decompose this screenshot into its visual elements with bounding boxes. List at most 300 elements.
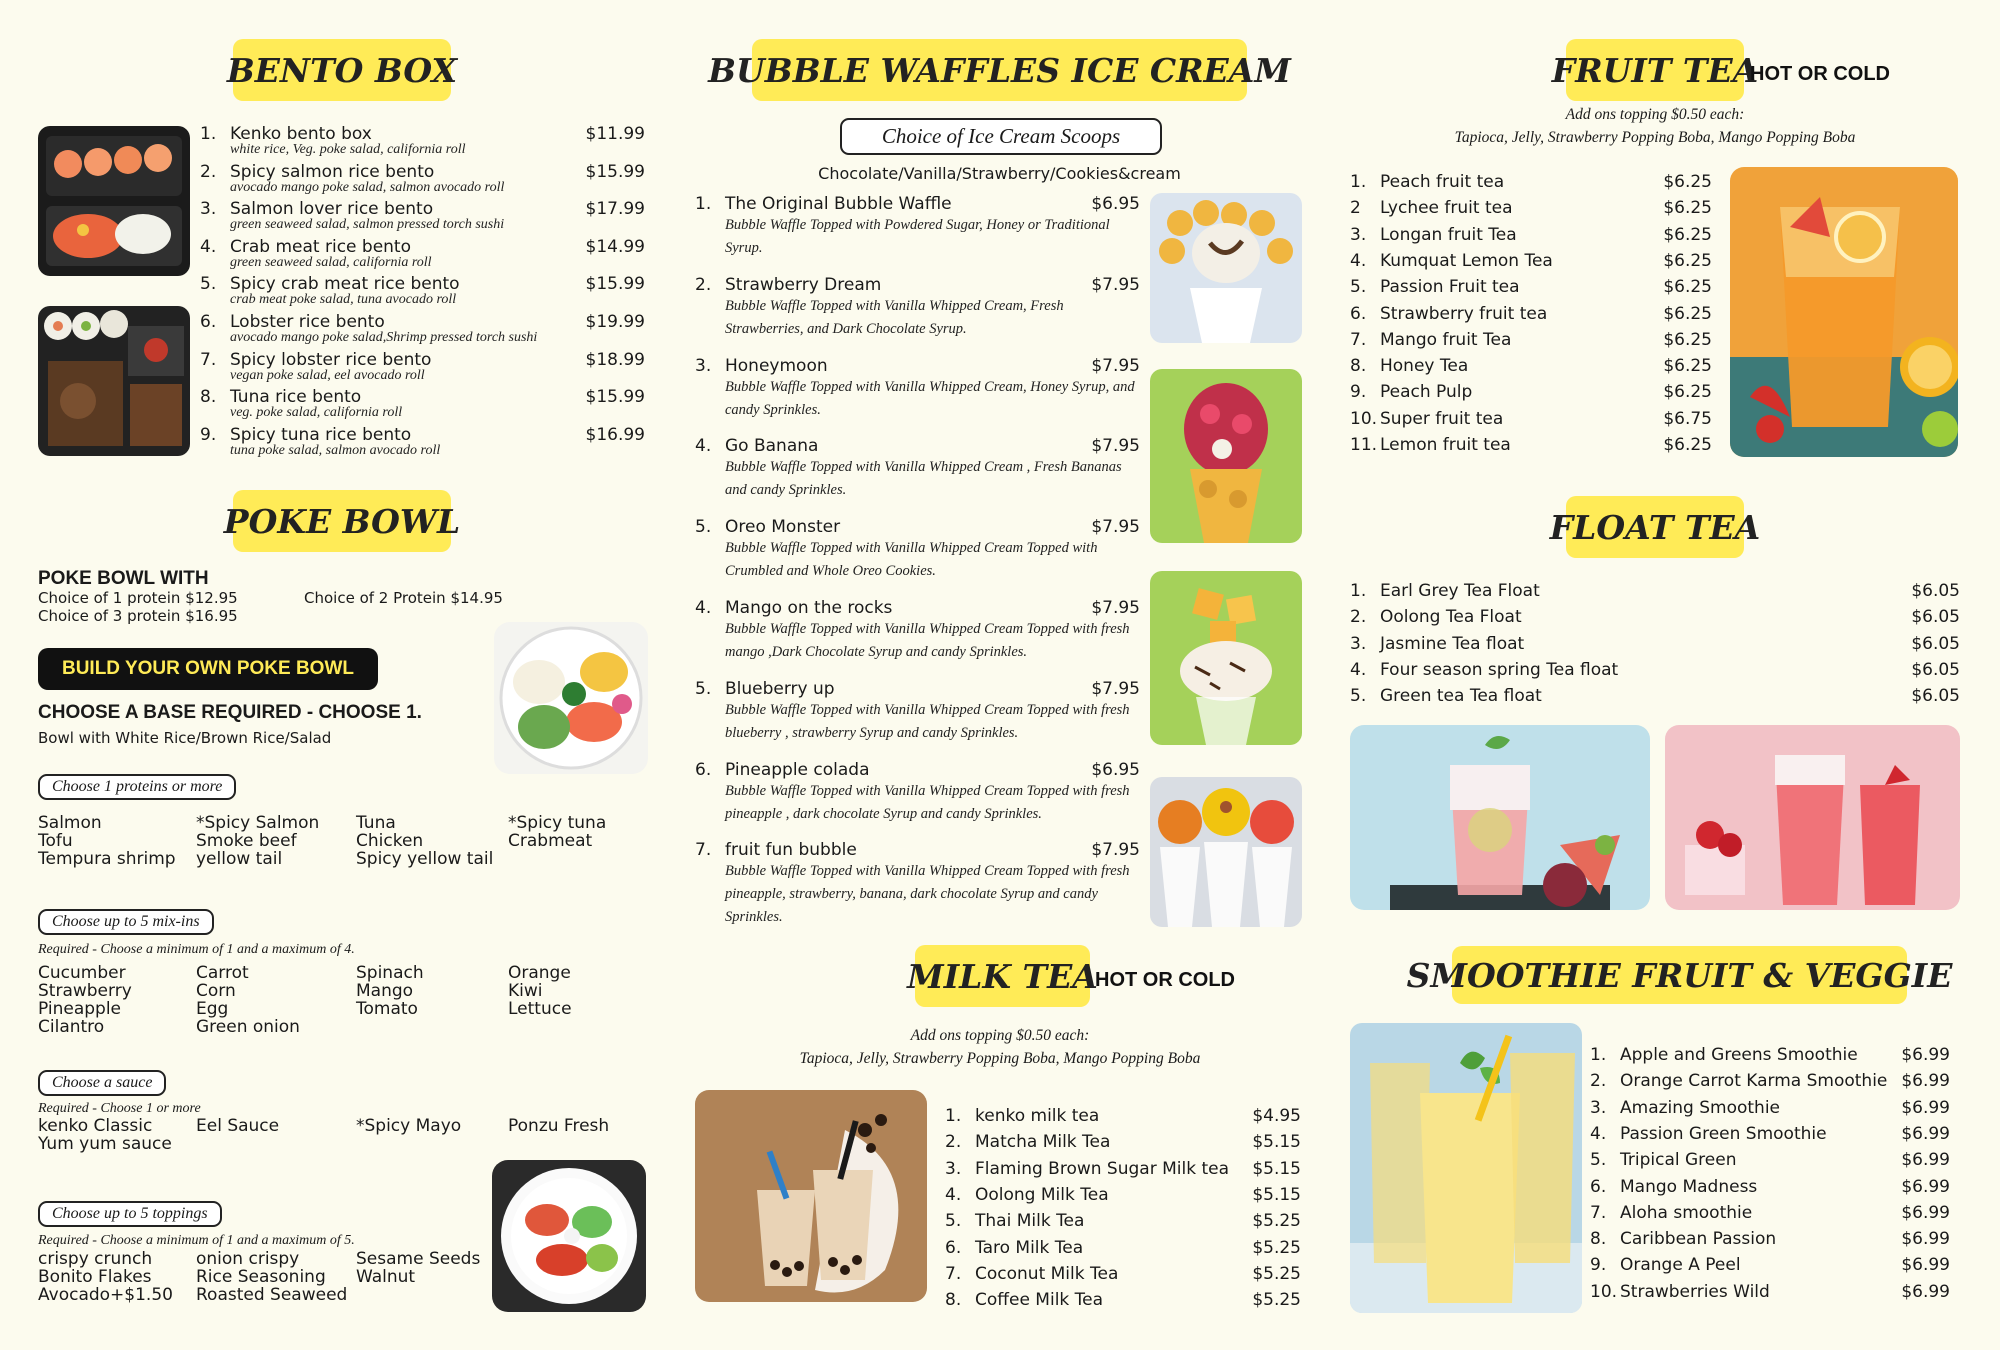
fruit-tea-item-number: 11. — [1350, 435, 1378, 455]
milk-tea-item-number: 4. — [945, 1184, 962, 1205]
fruit-tea-item-number: 3. — [1350, 224, 1367, 245]
bento-item-price: $16.99 — [585, 424, 645, 445]
smoothie-item — [1590, 1071, 1950, 1097]
poke-choice-3: Choice of 3 protein $16.95 — [38, 607, 238, 625]
smoothie-item-number: 2. — [1590, 1071, 1607, 1092]
waffle-item-price: $7.95 — [1091, 840, 1140, 861]
scoops-flavors: Chocolate/Vanilla/Strawberry/Cookies&cream — [818, 164, 1181, 183]
smoothie-item-price: $6.99 — [1901, 1202, 1950, 1223]
smoothie-item-name: Orange Carrot Karma Smoothie — [1620, 1071, 1888, 1092]
fruit-tea-item-name: Strawberry fruit tea — [1380, 303, 1548, 324]
sauce-col — [38, 1117, 172, 1153]
fruit-tea-item-number: 5. — [1350, 277, 1367, 298]
fruit-tea-item-name: Super fruit tea — [1380, 408, 1504, 429]
waffle-item-desc: Bubble Waffle Topped with Vanilla Whipped Cream Topped with fresh mango ,Dark Chocolate Syrup and candy Sprinkles. — [725, 621, 1130, 660]
fruit-tea-item-name: Lemon fruit tea — [1380, 435, 1511, 455]
bento-item — [200, 199, 645, 235]
smoothie-item-number: 7. — [1590, 1202, 1607, 1223]
bento-item — [200, 312, 645, 348]
fruit-tea-item-name: Passion Fruit tea — [1380, 277, 1520, 298]
poke-choice-1: Choice of 1 protein $12.95 — [38, 589, 238, 607]
smoothie-item-number: 1. — [1590, 1045, 1607, 1065]
bento-item-price: $15.99 — [585, 387, 645, 408]
protein-option: *Spicy Salmon — [196, 813, 320, 833]
toppings-note: Required - Choose a minimum of 1 and a maximum of 5. — [38, 1233, 355, 1248]
topping-option: Roasted Seaweed — [196, 1285, 348, 1305]
waffle-item-price: $7.95 — [1091, 598, 1140, 618]
sauce-note: Required - Choose 1 or more — [38, 1101, 201, 1116]
milk-tea-image — [695, 1090, 927, 1302]
protein-option: yellow tail — [196, 849, 283, 869]
fruit-tea-item-name: Honey Tea — [1380, 356, 1469, 377]
waffle-item-desc: Bubble Waffle Topped with Powdered Sugar, Honey or Traditional Syrup. — [725, 217, 1110, 256]
milk-tea-item-number: 6. — [945, 1237, 962, 1258]
milk-tea-item — [945, 1290, 1301, 1316]
protein-option: Tempura shrimp — [38, 849, 176, 869]
milk-tea-item-name: kenko milk tea — [975, 1106, 1100, 1126]
waffle-item-price: $7.95 — [1091, 355, 1140, 376]
float-tea-item-number: 2. — [1350, 607, 1367, 628]
bento-item-name: Lobster rice bento — [230, 312, 385, 332]
protein-option: Spicy yellow tail — [356, 849, 494, 869]
fruit-tea-item — [1350, 277, 1712, 303]
bento-item-number: 3. — [200, 199, 217, 220]
fruit-tea-item-number: 8. — [1350, 356, 1367, 377]
sauce-option: Ponzu Fresh — [508, 1116, 610, 1136]
mixin-option: Egg — [196, 999, 229, 1019]
bento-item-desc: vegan poke salad, eel avocado roll — [230, 367, 425, 383]
bento-item-price: $11.99 — [585, 124, 645, 144]
fruit-tea-item — [1350, 330, 1712, 356]
fruit-tea-item-number: 6. — [1350, 303, 1367, 324]
waffle-item — [695, 436, 1140, 514]
milk-tea-item-name: Taro Milk Tea — [975, 1237, 1084, 1258]
milk-tea-item-name: Flaming Brown Sugar Milk tea — [975, 1158, 1230, 1179]
bento-item-desc: tuna poke salad, salmon avocado roll — [230, 442, 441, 458]
bento-item — [200, 162, 645, 198]
fruit-addon-list: Tapioca, Jelly, Strawberry Popping Boba, Mango Popping Boba — [1454, 129, 1856, 146]
mixin-option: Pineapple — [38, 999, 122, 1019]
float-tea-item-name: Jasmine Tea float — [1380, 633, 1525, 654]
milk-tea-item — [945, 1132, 1301, 1158]
float-tea-image-2 — [1665, 725, 1960, 910]
milk-tea-header: MILK TEA — [915, 945, 1090, 1007]
topping-col — [356, 1250, 480, 1286]
fruit-addon-title: Add ons topping $0.50 each: — [1565, 106, 1745, 123]
waffle-item-name: Mango on the rocks — [725, 598, 893, 618]
float-tea-item — [1350, 581, 1960, 607]
fruit-tea-item-number: 10. — [1350, 408, 1378, 429]
poke-image-2 — [492, 1160, 646, 1312]
bento-item-number: 5. — [200, 274, 217, 295]
waffle-item-name: Strawberry Dream — [725, 274, 882, 295]
mixin-option: Strawberry — [38, 981, 132, 1001]
protein-option: Crabmeat — [508, 831, 593, 851]
protein-option: *Spicy tuna — [508, 813, 607, 833]
fruit-tea-item-number: 9. — [1350, 382, 1367, 403]
milk-tea-item-number: 3. — [945, 1158, 962, 1179]
milk-tea-item-number: 8. — [945, 1290, 962, 1311]
milk-tea-item-name: Matcha Milk Tea — [975, 1132, 1111, 1153]
waffle-item-number: 4. — [695, 598, 712, 618]
fruit-tea-item-price: $6.25 — [1663, 435, 1712, 455]
smoothie-item-number: 10. — [1590, 1281, 1618, 1302]
float-tea-item-price: $6.05 — [1911, 633, 1960, 654]
mixin-col — [356, 964, 424, 1018]
mixin-option: Carrot — [196, 963, 249, 983]
smoothie-item-number: 8. — [1590, 1229, 1607, 1250]
bento-item-price: $18.99 — [585, 349, 645, 370]
waffle-item-number: 3. — [695, 355, 712, 376]
bento-item — [200, 237, 645, 273]
bento-item-price: $14.99 — [585, 236, 645, 257]
protein-col — [196, 814, 319, 868]
waffle-item-name: Oreo Monster — [725, 517, 841, 538]
fruit-tea-item — [1350, 304, 1712, 330]
float-tea-item-price: $6.05 — [1911, 659, 1960, 680]
waffle-image-2 — [1150, 369, 1302, 543]
fruit-tea-item-name: Kumquat Lemon Tea — [1380, 250, 1553, 271]
smoothie-item — [1590, 1150, 1950, 1176]
sauce-col — [508, 1117, 609, 1135]
smoothie-item-price: $6.99 — [1901, 1045, 1950, 1065]
waffle-item — [695, 760, 1140, 838]
waffle-item-desc: Bubble Waffle Topped with Vanilla Whipped Cream Topped with fresh blueberry , strawberry Syrup and candy Sprinkles. — [725, 701, 1130, 741]
float-tea-item-price: $6.05 — [1911, 607, 1960, 628]
milk-tea-list — [945, 1106, 1301, 1316]
scoops-label: Choice of Ice Cream Scoops — [840, 118, 1162, 155]
bento-item — [200, 425, 645, 461]
bento-item-price: $17.99 — [585, 199, 645, 220]
bento-item — [200, 274, 645, 310]
fruit-tea-item-name: Mango fruit Tea — [1380, 329, 1512, 350]
milk-tea-item-price: $5.15 — [1252, 1158, 1301, 1179]
milk-tea-item-name: Coconut Milk Tea — [975, 1263, 1119, 1284]
smoothie-item-price: $6.99 — [1901, 1150, 1950, 1171]
smoothie-image — [1350, 1023, 1582, 1313]
float-tea-item-name: Earl Grey Tea Float — [1380, 581, 1540, 601]
fruit-tea-item-name: Peach fruit tea — [1380, 172, 1505, 192]
milk-addon-list: Tapioca, Jelly, Strawberry Popping Boba, Mango Popping Boba — [799, 1050, 1201, 1067]
bento-item-name: Crab meat rice bento — [230, 236, 411, 257]
smoothie-header: SMOOTHIE FRUIT & VEGGIE — [1452, 946, 1907, 1004]
waffle-item — [695, 517, 1140, 595]
protein-col — [508, 814, 606, 850]
smoothie-item-name: Passion Green Smoothie — [1620, 1123, 1827, 1144]
waffle-item — [695, 679, 1140, 757]
fruit-tea-item — [1350, 435, 1712, 461]
float-tea-list — [1350, 581, 1960, 721]
sauce-option: Eel Sauce — [196, 1116, 280, 1136]
smoothie-item-name: Orange A Peel — [1620, 1255, 1741, 1276]
sauce-option: Yum yum sauce — [38, 1134, 172, 1154]
milk-tea-item-number: 2. — [945, 1132, 962, 1153]
waffle-item-number: 5. — [695, 678, 712, 699]
waffle-item-price: $6.95 — [1091, 759, 1140, 780]
waffle-item-desc: Bubble Waffle Topped with Vanilla Whipped Cream, Honey Syrup, and candy Sprinkles. — [725, 378, 1135, 418]
fruit-tea-item-price: $6.25 — [1663, 303, 1712, 324]
bento-item-desc: green seaweed salad, california roll — [230, 254, 432, 270]
bento-item-desc: crab meat poke salad, tuna avocado roll — [230, 292, 457, 308]
topping-option: crispy crunch — [38, 1249, 153, 1269]
bento-item-number: 4. — [200, 236, 217, 257]
smoothie-item-price: $6.99 — [1901, 1229, 1950, 1250]
float-tea-item-name: Green tea Tea float — [1380, 686, 1542, 707]
float-tea-item-number: 3. — [1350, 633, 1367, 654]
waffle-item-name: Honeymoon — [725, 355, 828, 376]
topping-col — [38, 1250, 173, 1304]
smoothie-item — [1590, 1203, 1950, 1229]
bento-item-desc: white rice, Veg. poke salad, california roll — [230, 142, 466, 157]
fruit-tea-item — [1350, 172, 1712, 198]
bento-item-price: $15.99 — [585, 274, 645, 295]
bubble-waffles-header: BUBBLE WAFFLES ICE CREAM — [752, 39, 1247, 101]
topping-col — [196, 1250, 347, 1304]
fruit-tea-item-price: $6.25 — [1663, 382, 1712, 403]
bento-item-number: 6. — [200, 312, 217, 332]
waffle-item-number: 6. — [695, 759, 712, 780]
milk-tea-item-name: Oolong Milk Tea — [975, 1184, 1109, 1205]
bento-item — [200, 124, 645, 160]
fruit-tea-item — [1350, 409, 1712, 435]
smoothie-item-name: Strawberries Wild — [1620, 1281, 1770, 1302]
topping-option: Walnut — [356, 1267, 416, 1287]
fruit-tea-item-price: $6.25 — [1663, 277, 1712, 298]
mixin-col — [38, 964, 132, 1036]
mixins-label: Choose up to 5 mix-ins — [38, 909, 214, 935]
waffle-item-desc: Bubble Waffle Topped with Vanilla Whipped Cream Topped with fresh pineapple, strawberry, banana, dark chocolate Syrup and candy Sprinkles. — [725, 863, 1130, 926]
protein-option: Tofu — [38, 831, 73, 851]
milk-tea-item-number: 5. — [945, 1211, 962, 1232]
fruit-tea-item-name: Peach Pulp — [1380, 382, 1473, 403]
bento-item-desc: veg. poke salad, california roll — [230, 405, 403, 421]
fruit-tea-item-price: $6.25 — [1663, 172, 1712, 192]
bento-item — [200, 387, 645, 423]
waffle-item-name: Go Banana — [725, 436, 819, 457]
milk-tea-item — [945, 1185, 1301, 1211]
waffle-item-number: 2. — [695, 274, 712, 295]
fruit-tea-item-price: $6.25 — [1663, 250, 1712, 271]
smoothie-item — [1590, 1229, 1950, 1255]
bento-item-name: Spicy salmon rice bento — [230, 161, 435, 182]
smoothie-item — [1590, 1255, 1950, 1281]
fruit-tea-image — [1730, 167, 1958, 457]
fruit-hot-or-cold: HOT OR COLD — [1750, 63, 1890, 85]
milk-tea-item-price: $4.95 — [1252, 1106, 1301, 1126]
float-tea-item-name: Oolong Tea Float — [1380, 607, 1522, 628]
smoothie-item-number: 4. — [1590, 1123, 1607, 1144]
topping-option: Bonito Flakes — [38, 1267, 152, 1287]
smoothie-item-name: Tripical Green — [1620, 1150, 1737, 1171]
mixin-option: Corn — [196, 981, 236, 1001]
waffle-item-desc: Bubble Waffle Topped with Vanilla Whipped Cream, Fresh Strawberries, and Dark Chocolate Syrup. — [725, 297, 1064, 337]
poke-bowl-with-title: POKE BOWL WITH — [38, 568, 209, 589]
milk-tea-item — [945, 1106, 1301, 1132]
bento-item-number: 8. — [200, 387, 217, 408]
fruit-tea-header: FRUIT TEA — [1566, 39, 1744, 101]
bento-item-price: $15.99 — [585, 161, 645, 182]
protein-option: Smoke beef — [196, 831, 297, 851]
smoothie-list — [1590, 1045, 1950, 1315]
fruit-tea-list — [1350, 172, 1712, 462]
waffle-item-desc: Bubble Waffle Topped with Vanilla Whipped Cream , Fresh Bananas and candy Sprinkles. — [725, 459, 1122, 499]
waffle-item-desc: Bubble Waffle Topped with Vanilla Whipped Cream Topped with Crumbled and Whole Oreo Cookies. — [725, 540, 1098, 580]
protein-col — [38, 814, 176, 868]
smoothie-item-price: $6.99 — [1901, 1255, 1950, 1276]
milk-hot-or-cold: HOT OR COLD — [1095, 969, 1235, 991]
fruit-tea-item — [1350, 251, 1712, 277]
smoothie-item — [1590, 1045, 1950, 1071]
mixin-option: Green onion — [196, 1017, 300, 1037]
waffle-item-price: $7.95 — [1091, 517, 1140, 538]
float-tea-item-name: Four season spring Tea float — [1380, 659, 1619, 680]
bento-item-number: 7. — [200, 349, 217, 370]
waffle-item-name: fruit fun bubble — [725, 840, 857, 861]
mixin-option: Mango — [356, 981, 414, 1001]
smoothie-item-name: Amazing Smoothie — [1620, 1097, 1780, 1118]
waffle-item-price: $7.95 — [1091, 436, 1140, 457]
topping-option: onion crispy — [196, 1249, 300, 1269]
bento-item-number: 2. — [200, 161, 217, 182]
float-tea-item — [1350, 686, 1960, 712]
smoothie-item-number: 5. — [1590, 1150, 1607, 1171]
bento-item-name: Spicy lobster rice bento — [230, 349, 432, 370]
fruit-tea-item-number: 4. — [1350, 250, 1367, 271]
float-tea-header: FLOAT TEA — [1566, 496, 1744, 558]
bento-item-number: 9. — [200, 424, 217, 445]
waffle-item — [695, 194, 1140, 272]
fruit-tea-item-number: 1. — [1350, 172, 1367, 192]
float-tea-item-price: $6.05 — [1911, 686, 1960, 707]
float-tea-item-number: 5. — [1350, 686, 1367, 707]
milk-tea-item-price: $5.15 — [1252, 1132, 1301, 1153]
float-tea-item — [1350, 634, 1960, 660]
mixin-col — [508, 964, 572, 1018]
milk-tea-item-price: $5.25 — [1252, 1237, 1301, 1258]
milk-tea-item — [945, 1238, 1301, 1264]
poke-bowl-header: POKE BOWL — [233, 490, 451, 552]
milk-tea-item-number: 7. — [945, 1263, 962, 1284]
smoothie-item-number: 3. — [1590, 1097, 1607, 1118]
waffle-list — [695, 194, 1140, 934]
topping-option: Rice Seasoning — [196, 1267, 326, 1287]
smoothie-item-price: $6.99 — [1901, 1097, 1950, 1118]
sauce-option: *Spicy Mayo — [356, 1116, 462, 1136]
milk-addon-title: Add ons topping $0.50 each: — [910, 1027, 1090, 1044]
smoothie-item-name: Mango Madness — [1620, 1176, 1758, 1197]
protein-option: Salmon — [38, 813, 102, 833]
smoothie-item — [1590, 1098, 1950, 1124]
milk-tea-item-price: $5.15 — [1252, 1184, 1301, 1205]
float-tea-item-number: 1. — [1350, 581, 1367, 601]
milk-tea-item-name: Coffee Milk Tea — [975, 1290, 1104, 1311]
mixin-option: Kiwi — [508, 981, 543, 1001]
float-tea-item-number: 4. — [1350, 659, 1367, 680]
milk-tea-item — [945, 1159, 1301, 1185]
milk-tea-item-price: $5.25 — [1252, 1263, 1301, 1284]
float-tea-image-1 — [1350, 725, 1650, 910]
smoothie-item — [1590, 1282, 1950, 1308]
mixins-note: Required - Choose a minimum of 1 and a maximum of 4. — [38, 942, 355, 957]
fruit-tea-item-price: $6.25 — [1663, 329, 1712, 350]
milk-tea-item-name: Thai Milk Tea — [975, 1211, 1085, 1232]
proteins-label: Choose 1 proteins or more — [38, 774, 236, 800]
sauce-option: kenko Classic — [38, 1116, 153, 1136]
fruit-tea-item-name: Lychee fruit tea — [1380, 198, 1513, 219]
mixin-option: Orange — [508, 963, 571, 983]
waffle-image-1 — [1150, 193, 1302, 343]
mixin-option: Tomato — [356, 999, 418, 1019]
waffle-item-number: 7. — [695, 840, 712, 861]
bento-item-name: Kenko bento box — [230, 124, 372, 144]
waffle-item-number: 4. — [695, 436, 712, 457]
smoothie-item-price: $6.99 — [1901, 1071, 1950, 1092]
fruit-tea-item-price: $6.25 — [1663, 224, 1712, 245]
waffle-image-3 — [1150, 571, 1302, 745]
fruit-tea-item — [1350, 382, 1712, 408]
waffle-item — [695, 598, 1140, 676]
bento-item-name: Spicy tuna rice bento — [230, 424, 412, 445]
waffle-item-price: $7.95 — [1091, 678, 1140, 699]
topping-option: Sesame Seeds — [356, 1249, 481, 1269]
bento-box-header: BENTO BOX — [233, 39, 451, 101]
waffle-item — [695, 840, 1140, 926]
smoothie-item — [1590, 1124, 1950, 1150]
fruit-tea-item — [1350, 198, 1712, 224]
fruit-tea-item-price: $6.25 — [1663, 356, 1712, 377]
smoothie-item-name: Caribbean Passion — [1620, 1229, 1777, 1250]
smoothie-item-price: $6.99 — [1901, 1176, 1950, 1197]
waffle-item — [695, 356, 1140, 434]
bento-item-desc: green seaweed salad, salmon pressed torch sushi — [230, 217, 505, 233]
bento-item-name: Spicy crab meat rice bento — [230, 274, 460, 295]
fruit-tea-item — [1350, 356, 1712, 382]
poke-choice-2: Choice of 2 Protein $14.95 — [304, 589, 503, 607]
choose-base-title: CHOOSE A BASE REQUIRED - CHOOSE 1. — [38, 702, 422, 723]
waffle-item-name: Blueberry up — [725, 678, 835, 699]
fruit-tea-item-price: $6.75 — [1663, 408, 1712, 429]
bento-list — [200, 124, 645, 464]
milk-tea-item — [945, 1211, 1301, 1237]
fruit-tea-item — [1350, 225, 1712, 251]
waffle-item — [695, 275, 1140, 353]
float-tea-item — [1350, 660, 1960, 686]
smoothie-item-price: $6.99 — [1901, 1281, 1950, 1302]
milk-tea-item-price: $5.25 — [1252, 1211, 1301, 1232]
bento-item-price: $19.99 — [585, 312, 645, 332]
sauce-col — [196, 1117, 279, 1135]
build-your-own-button[interactable]: BUILD YOUR OWN POKE BOWL — [38, 648, 378, 690]
bento-item — [200, 350, 645, 386]
float-tea-item-price: $6.05 — [1911, 581, 1960, 601]
fruit-tea-item-price: $6.25 — [1663, 198, 1712, 219]
sauce-label: Choose a sauce — [38, 1070, 166, 1096]
mixin-option: Spinach — [356, 963, 424, 983]
smoothie-item — [1590, 1177, 1950, 1203]
bento-item-desc: avocado mango poke salad, salmon avocado roll — [230, 179, 505, 195]
waffle-item-price: $6.95 — [1091, 194, 1140, 214]
smoothie-item-name: Aloha smoothie — [1620, 1202, 1753, 1223]
choose-base-desc: Bowl with White Rice/Brown Rice/Salad — [38, 729, 332, 747]
waffle-item-desc: Bubble Waffle Topped with Vanilla Whipped Cream Topped with fresh pineapple , dark chocolate Syrup and candy Sprinkles. — [725, 782, 1130, 822]
bento-item-desc: avocado mango poke salad,Shrimp pressed torch sushi — [230, 330, 538, 345]
milk-tea-item — [945, 1264, 1301, 1290]
fruit-tea-item-number: 2 — [1350, 198, 1361, 219]
mixin-col — [196, 964, 300, 1036]
smoothie-item-number: 9. — [1590, 1255, 1607, 1276]
toppings-label: Choose up to 5 toppings — [38, 1201, 222, 1227]
smoothie-item-price: $6.99 — [1901, 1123, 1950, 1144]
